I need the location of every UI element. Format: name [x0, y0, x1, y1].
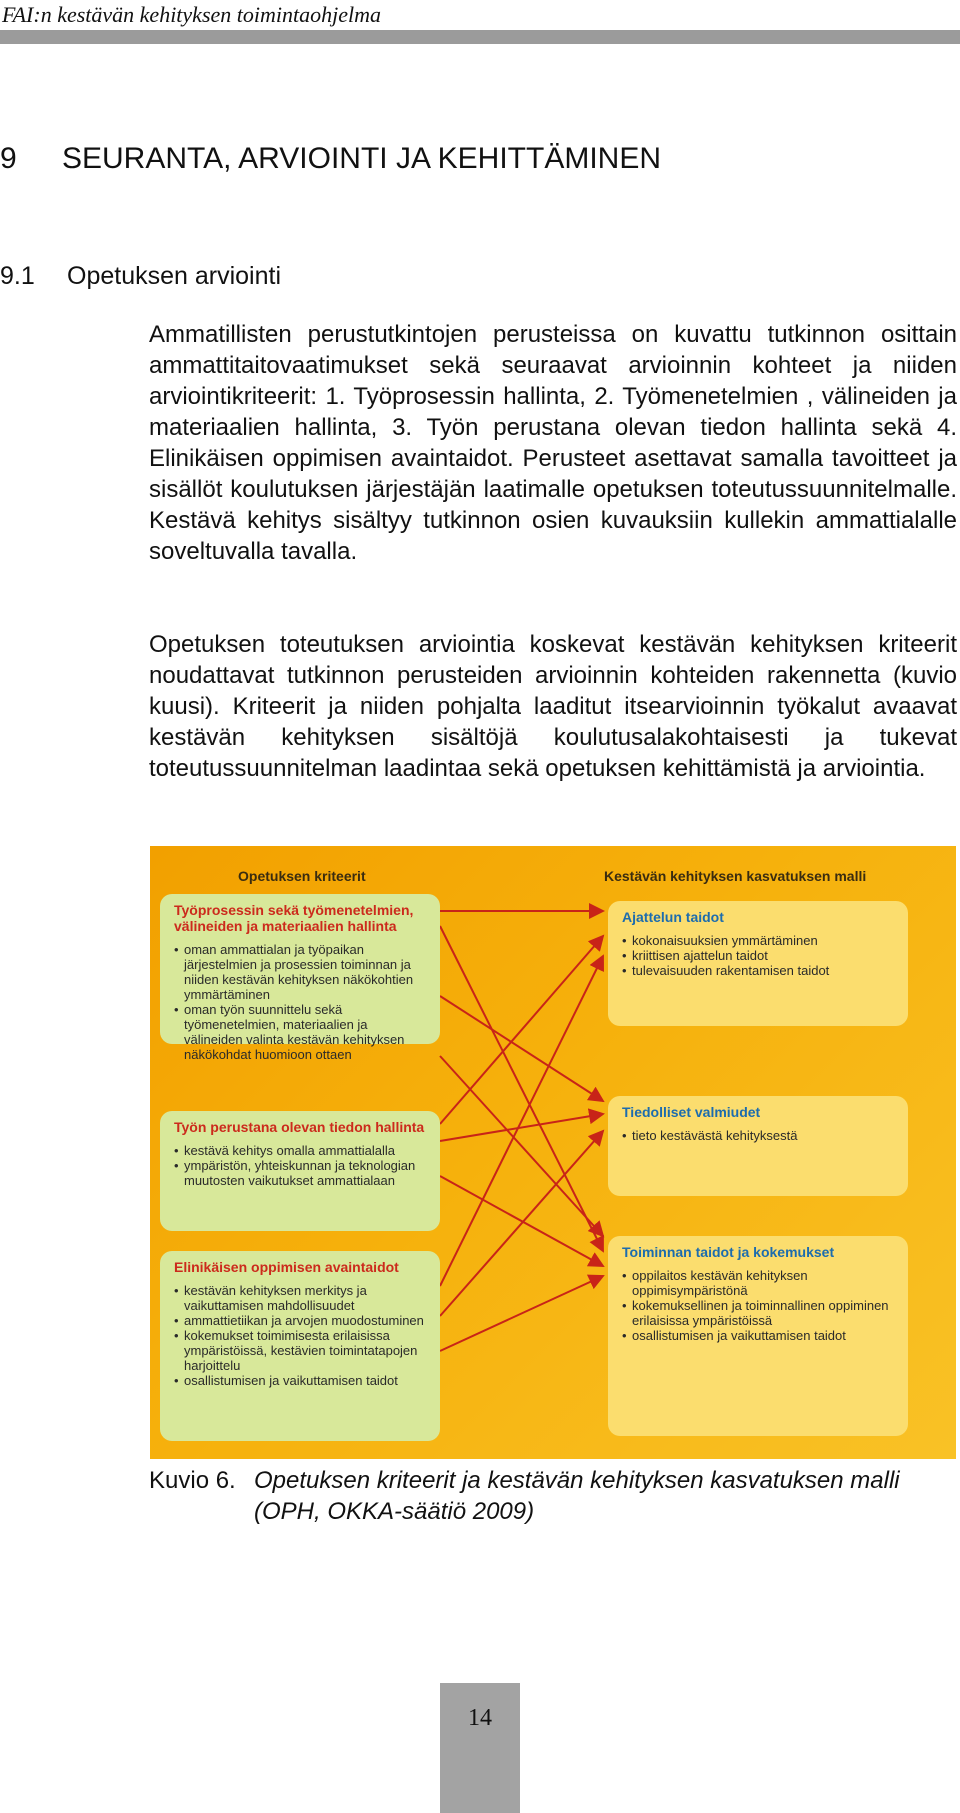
criteria-item: • oman työn suunnittelu sekä työmenetelmien, materiaalien ja välineiden valinta kestävän kehityksen näkökohdat huomioon ottaen — [174, 1002, 426, 1062]
criteria-item: • kokemukset toimimisesta erilaisissa ympäristöissä, kestävien toimintatapojen harjoittelu — [174, 1328, 426, 1373]
criteria-box — [160, 1251, 440, 1441]
page-number-box — [440, 1683, 520, 1813]
model-item: • kokemuksellinen ja toiminnallinen oppiminen erilaisissa ympäristöissä — [622, 1298, 894, 1328]
figure-caption — [149, 1465, 934, 1527]
model-box-title: Toiminnan taidot ja kokemukset — [622, 1244, 835, 1260]
model-box — [608, 1236, 908, 1436]
model-box-title: Ajattelun taidot — [622, 909, 724, 925]
arrow — [440, 1114, 603, 1141]
criteria-list — [174, 942, 426, 1062]
caption-text: Opetuksen kriteerit ja kestävän kehityksen kasvatuksen malli (OPH, OKKA-säätiö 2009) — [254, 1467, 900, 1525]
model-box — [608, 901, 908, 1026]
criteria-list — [174, 1283, 426, 1388]
model-item: • tulevaisuuden rakentamisen taidot — [622, 963, 894, 978]
page-number: 14 — [468, 1705, 492, 1731]
model-item: • kriittisen ajattelun taidot — [622, 948, 894, 963]
model-list — [622, 933, 894, 978]
figure-diagram — [150, 846, 956, 1459]
arrow — [440, 1176, 603, 1266]
body-paragraph: Ammatillisten perustutkintojen perusteissa on kuvattu tutkinnon osittain ammattitaitovaatimukset sekä seuraavat arvioinnin kohteet ja niiden arviointikriteerit: 1. Työprosessin hallinta, 2. Työmenetelmien , välineiden ja materiaalien hallinta, 3. Työn perustana olevan tiedon hallinta sekä 4. Elinikäisen oppimisen avaintaidot. Perusteet asettavat samalla tavoitteet ja sisällöt koulutuksen järjestäjän laatimalle opetuksen toteutussuunnitelmalle. Kestävä kehitys sisältyy tutkinnon osien kuvauksiin kullekin ammattialalle soveltuvalla tavalla. — [149, 321, 957, 565]
criteria-box — [160, 894, 440, 1062]
body-paragraph: Opetuksen toteutuksen arviointia koskevat kestävän kehityksen kriteerit noudattavat tutkinnon perusteiden arvioinnin kohteiden rakennetta (kuvio kuusi). Kriteerit ja niiden pohjalta laaditut itsearvioinnin työkalut avaavat kestävän kehityksen sisältöjä koulutusalakohtaisesti ja tukevat toteutussuunnitelman laadintaa sekä opetuksen kehittämistä ja arviointia. — [149, 631, 957, 782]
criteria-list — [174, 1143, 426, 1188]
model-item: • tieto kestävästä kehityksestä — [622, 1128, 894, 1143]
criteria-item: • oman ammattialan ja työpaikan järjestelmien ja prosessien toiminnan ja niiden kestävän kehityksen näkökohtien ymmärtäminen — [174, 942, 426, 1002]
model-list — [622, 1128, 894, 1143]
criteria-item: • ammattietiikan ja arvojen muodostuminen — [174, 1313, 426, 1328]
arrow — [440, 996, 603, 1101]
criteria-box-title: Työn perustana olevan tiedon hallinta — [174, 1119, 425, 1135]
arrow — [440, 926, 603, 1251]
model-item: • osallistumisen ja vaikuttamisen taidot — [622, 1328, 894, 1343]
model-list — [622, 1268, 894, 1343]
criteria-item: • kestävän kehityksen merkitys ja vaikuttamisen mahdollisuudet — [174, 1283, 426, 1313]
criteria-box-title: Työprosessin sekä työmenetelmien, välineiden ja materiaalien hallinta — [174, 902, 414, 934]
subsection-title: Opetuksen arviointi — [67, 262, 282, 290]
arrow — [440, 1056, 603, 1236]
running-header: FAI:n kestävän kehityksen toimintaohjelma — [2, 2, 381, 27]
section-number: 9 — [0, 142, 17, 175]
criteria-item: • kestävä kehitys omalla ammattialalla — [174, 1143, 426, 1158]
subsection-heading — [0, 262, 281, 291]
criteria-item: • osallistumisen ja vaikuttamisen taidot — [174, 1373, 426, 1388]
criteria-box-title: Elinikäisen oppimisen avaintaidot — [174, 1259, 399, 1275]
figure-right-heading: Kestävän kehityksen kasvatuksen malli — [604, 868, 867, 884]
criteria-box — [160, 1111, 440, 1231]
section-title: SEURANTA, ARVIOINTI JA KEHITTÄMINEN — [62, 142, 661, 175]
figure-left-heading: Opetuksen kriteerit — [238, 868, 366, 884]
arrow — [440, 956, 603, 1286]
arrow — [440, 936, 603, 1124]
criteria-item: • ympäristön, yhteiskunnan ja teknologian muutosten vaikutukset ammattialaan — [174, 1158, 426, 1188]
caption-label: Kuvio 6. — [149, 1467, 236, 1494]
model-box-title: Tiedolliset valmiudet — [622, 1104, 761, 1120]
header-rule — [0, 30, 960, 44]
subsection-number: 9.1 — [0, 262, 35, 290]
model-item: • kokonaisuuksien ymmärtäminen — [622, 933, 894, 948]
section-heading — [0, 142, 661, 176]
model-box — [608, 1096, 908, 1196]
model-item: • oppilaitos kestävän kehityksen oppimisympäristönä — [622, 1268, 894, 1298]
